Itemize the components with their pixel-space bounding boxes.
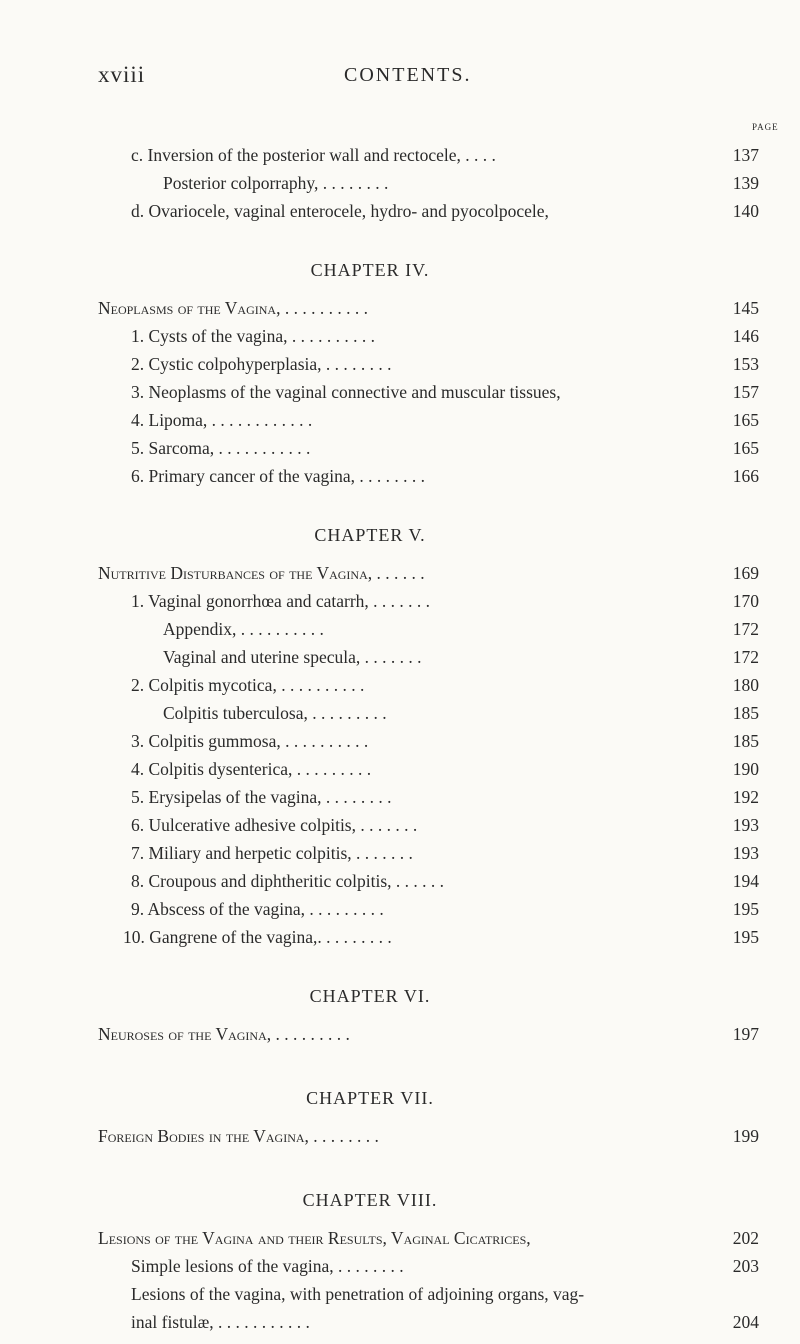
toc-entry-title: 6. Uulcerative adhesive colpitis, . . . . . . . (131, 815, 418, 835)
toc-entry-title: 10. Gangrene of the vagina,. . . . . . . . . (123, 927, 392, 947)
toc-entry (0, 141, 800, 169)
toc-entry-title: Appendix, . . . . . . . . . . (163, 619, 324, 639)
toc-entry (0, 1224, 800, 1252)
chapter-heading (0, 521, 800, 549)
toc-entry (0, 615, 800, 643)
toc-entry-page: 195 (732, 899, 759, 919)
toc-entry-title: 5. Sarcoma, . . . . . . . . . . . (131, 438, 311, 458)
toc-entry-page: 170 (732, 591, 759, 611)
toc-entry (0, 406, 800, 434)
toc-entry-title: Nutritive Disturbances of the Vagina, . . . . . . (98, 563, 425, 583)
toc-entry-title: 1. Vaginal gonorrhœa and catarrh, . . . . . . . (131, 591, 431, 611)
toc-entry (0, 699, 800, 727)
toc-entry (0, 294, 800, 322)
toc-entry (0, 1280, 800, 1308)
chapter-heading-text: CHAPTER IV. (310, 260, 430, 280)
toc-entry-title: 4. Lipoma, . . . . . . . . . . . . (131, 410, 313, 430)
chapter-heading (0, 1084, 800, 1112)
toc-entry-page: 180 (732, 675, 759, 695)
toc-entry-title: 3. Neoplasms of the vaginal connective and muscular tissues, (131, 382, 561, 402)
toc-entry (0, 559, 800, 587)
toc-entry (0, 434, 800, 462)
toc-entry (0, 755, 800, 783)
toc-entry-page: 199 (732, 1126, 759, 1146)
toc-entry-page: 153 (732, 354, 759, 374)
toc-entry-page: 190 (732, 759, 759, 779)
toc-entry-page: 165 (732, 438, 759, 458)
toc-entry (0, 587, 800, 615)
toc-entry-page: 202 (732, 1228, 759, 1248)
toc-entry-title: Lesions of the vagina, with penetration of adjoining organs, vag- (131, 1284, 585, 1304)
toc-entry-title: Neuroses of the Vagina, . . . . . . . . . (98, 1024, 350, 1044)
toc-entry-page: 193 (732, 815, 759, 835)
chapter-heading-text: CHAPTER VIII. (302, 1190, 438, 1210)
toc-entry (0, 811, 800, 839)
toc-entry (0, 867, 800, 895)
toc-entry-page: 169 (732, 563, 759, 583)
toc-entry-title: inal fistulæ, . . . . . . . . . . . (131, 1312, 310, 1332)
chapter-heading-text: CHAPTER VI. (309, 986, 431, 1006)
toc-entry-page: 146 (732, 326, 759, 346)
toc-entry-page: 145 (732, 298, 759, 318)
toc-entry-title: Simple lesions of the vagina, . . . . . . . . (131, 1256, 404, 1276)
toc-entry (0, 923, 800, 951)
toc-entry (0, 1122, 800, 1150)
toc-entry-title: Vaginal and uterine specula, . . . . . . . (163, 647, 422, 667)
toc-entry (0, 727, 800, 755)
toc-entry-page: 157 (732, 382, 759, 402)
toc-entry-title: Foreign Bodies in the Vagina, . . . . . . . . (98, 1126, 379, 1146)
toc-entry (0, 1308, 800, 1336)
toc-entry (0, 350, 800, 378)
running-head (98, 62, 478, 92)
toc-entry-page: 185 (732, 703, 759, 723)
page-number: xviii (98, 62, 146, 87)
toc-entry-page: 172 (732, 647, 759, 667)
page-column-label: PAGE (752, 122, 779, 132)
toc-entry-page: 195 (732, 927, 759, 947)
toc-entry-page: 139 (732, 173, 759, 193)
toc-entry-title: 9. Abscess of the vagina, . . . . . . . . . (131, 899, 384, 919)
toc-entry-title: 2. Colpitis mycotica, . . . . . . . . . . (131, 675, 365, 695)
toc-entry-page: 140 (732, 201, 759, 221)
toc-entry-page: 137 (732, 145, 759, 165)
toc-entry-title: d. Ovariocele, vaginal enterocele, hydro- and pyocolpocele, (131, 201, 549, 221)
toc-entry-page: 204 (732, 1312, 759, 1332)
toc-entry (0, 462, 800, 490)
toc-entry-page: 192 (732, 787, 759, 807)
toc-entry (0, 1252, 800, 1280)
toc-entry-page: 165 (732, 410, 759, 430)
toc-entry-title: 5. Erysipelas of the vagina, . . . . . . . . (131, 787, 392, 807)
chapter-heading (0, 256, 800, 284)
toc-entry-page: 197 (732, 1024, 759, 1044)
running-title: CONTENTS. (344, 64, 472, 86)
toc-entry (0, 895, 800, 923)
toc-entry (0, 839, 800, 867)
toc-entry (0, 378, 800, 406)
toc-entry-title: 3. Colpitis gummosa, . . . . . . . . . . (131, 731, 369, 751)
toc-entry (0, 783, 800, 811)
chapter-heading-text: CHAPTER V. (314, 525, 426, 545)
toc-entry-title: 6. Primary cancer of the vagina, . . . . . . . . (131, 466, 426, 486)
toc-entry-title: 1. Cysts of the vagina, . . . . . . . . . . (131, 326, 376, 346)
toc-entry-title: 7. Miliary and herpetic colpitis, . . . . . . . (131, 843, 413, 863)
toc-entry-page: 194 (732, 871, 759, 891)
chapter-heading (0, 982, 800, 1010)
toc-entry (0, 671, 800, 699)
toc-entry-title: Posterior colporraphy, . . . . . . . . (163, 173, 389, 193)
toc-entry (0, 322, 800, 350)
toc-entry-title: Lesions of the Vagina and their Results, Vaginal Cicatrices, (98, 1228, 531, 1248)
toc-entry-title: 2. Cystic colpohyperplasia, . . . . . . . . (131, 354, 392, 374)
toc-entry-title: 4. Colpitis dysenterica, . . . . . . . . . (131, 759, 372, 779)
toc-entry-page: 203 (732, 1256, 759, 1276)
toc-entry-page: 166 (732, 466, 759, 486)
chapter-heading-text: CHAPTER VII. (306, 1088, 434, 1108)
toc-entry-title: Neoplasms of the Vagina, . . . . . . . . . . (98, 298, 368, 318)
toc-entry-page: 193 (732, 843, 759, 863)
toc-entry (0, 197, 800, 225)
chapter-heading (0, 1186, 800, 1214)
toc-entry-page: 185 (732, 731, 759, 751)
toc-entry (0, 643, 800, 671)
toc-entry (0, 1020, 800, 1048)
toc-entry-title: Colpitis tuberculosa, . . . . . . . . . (163, 703, 387, 723)
toc-entry-title: 8. Croupous and diphtheritic colpitis, . . . . . . (131, 871, 445, 891)
toc-entry-title: c. Inversion of the posterior wall and rectocele, . . . . (131, 145, 496, 165)
toc-entry-page: 172 (732, 619, 759, 639)
toc-entry (0, 169, 800, 197)
